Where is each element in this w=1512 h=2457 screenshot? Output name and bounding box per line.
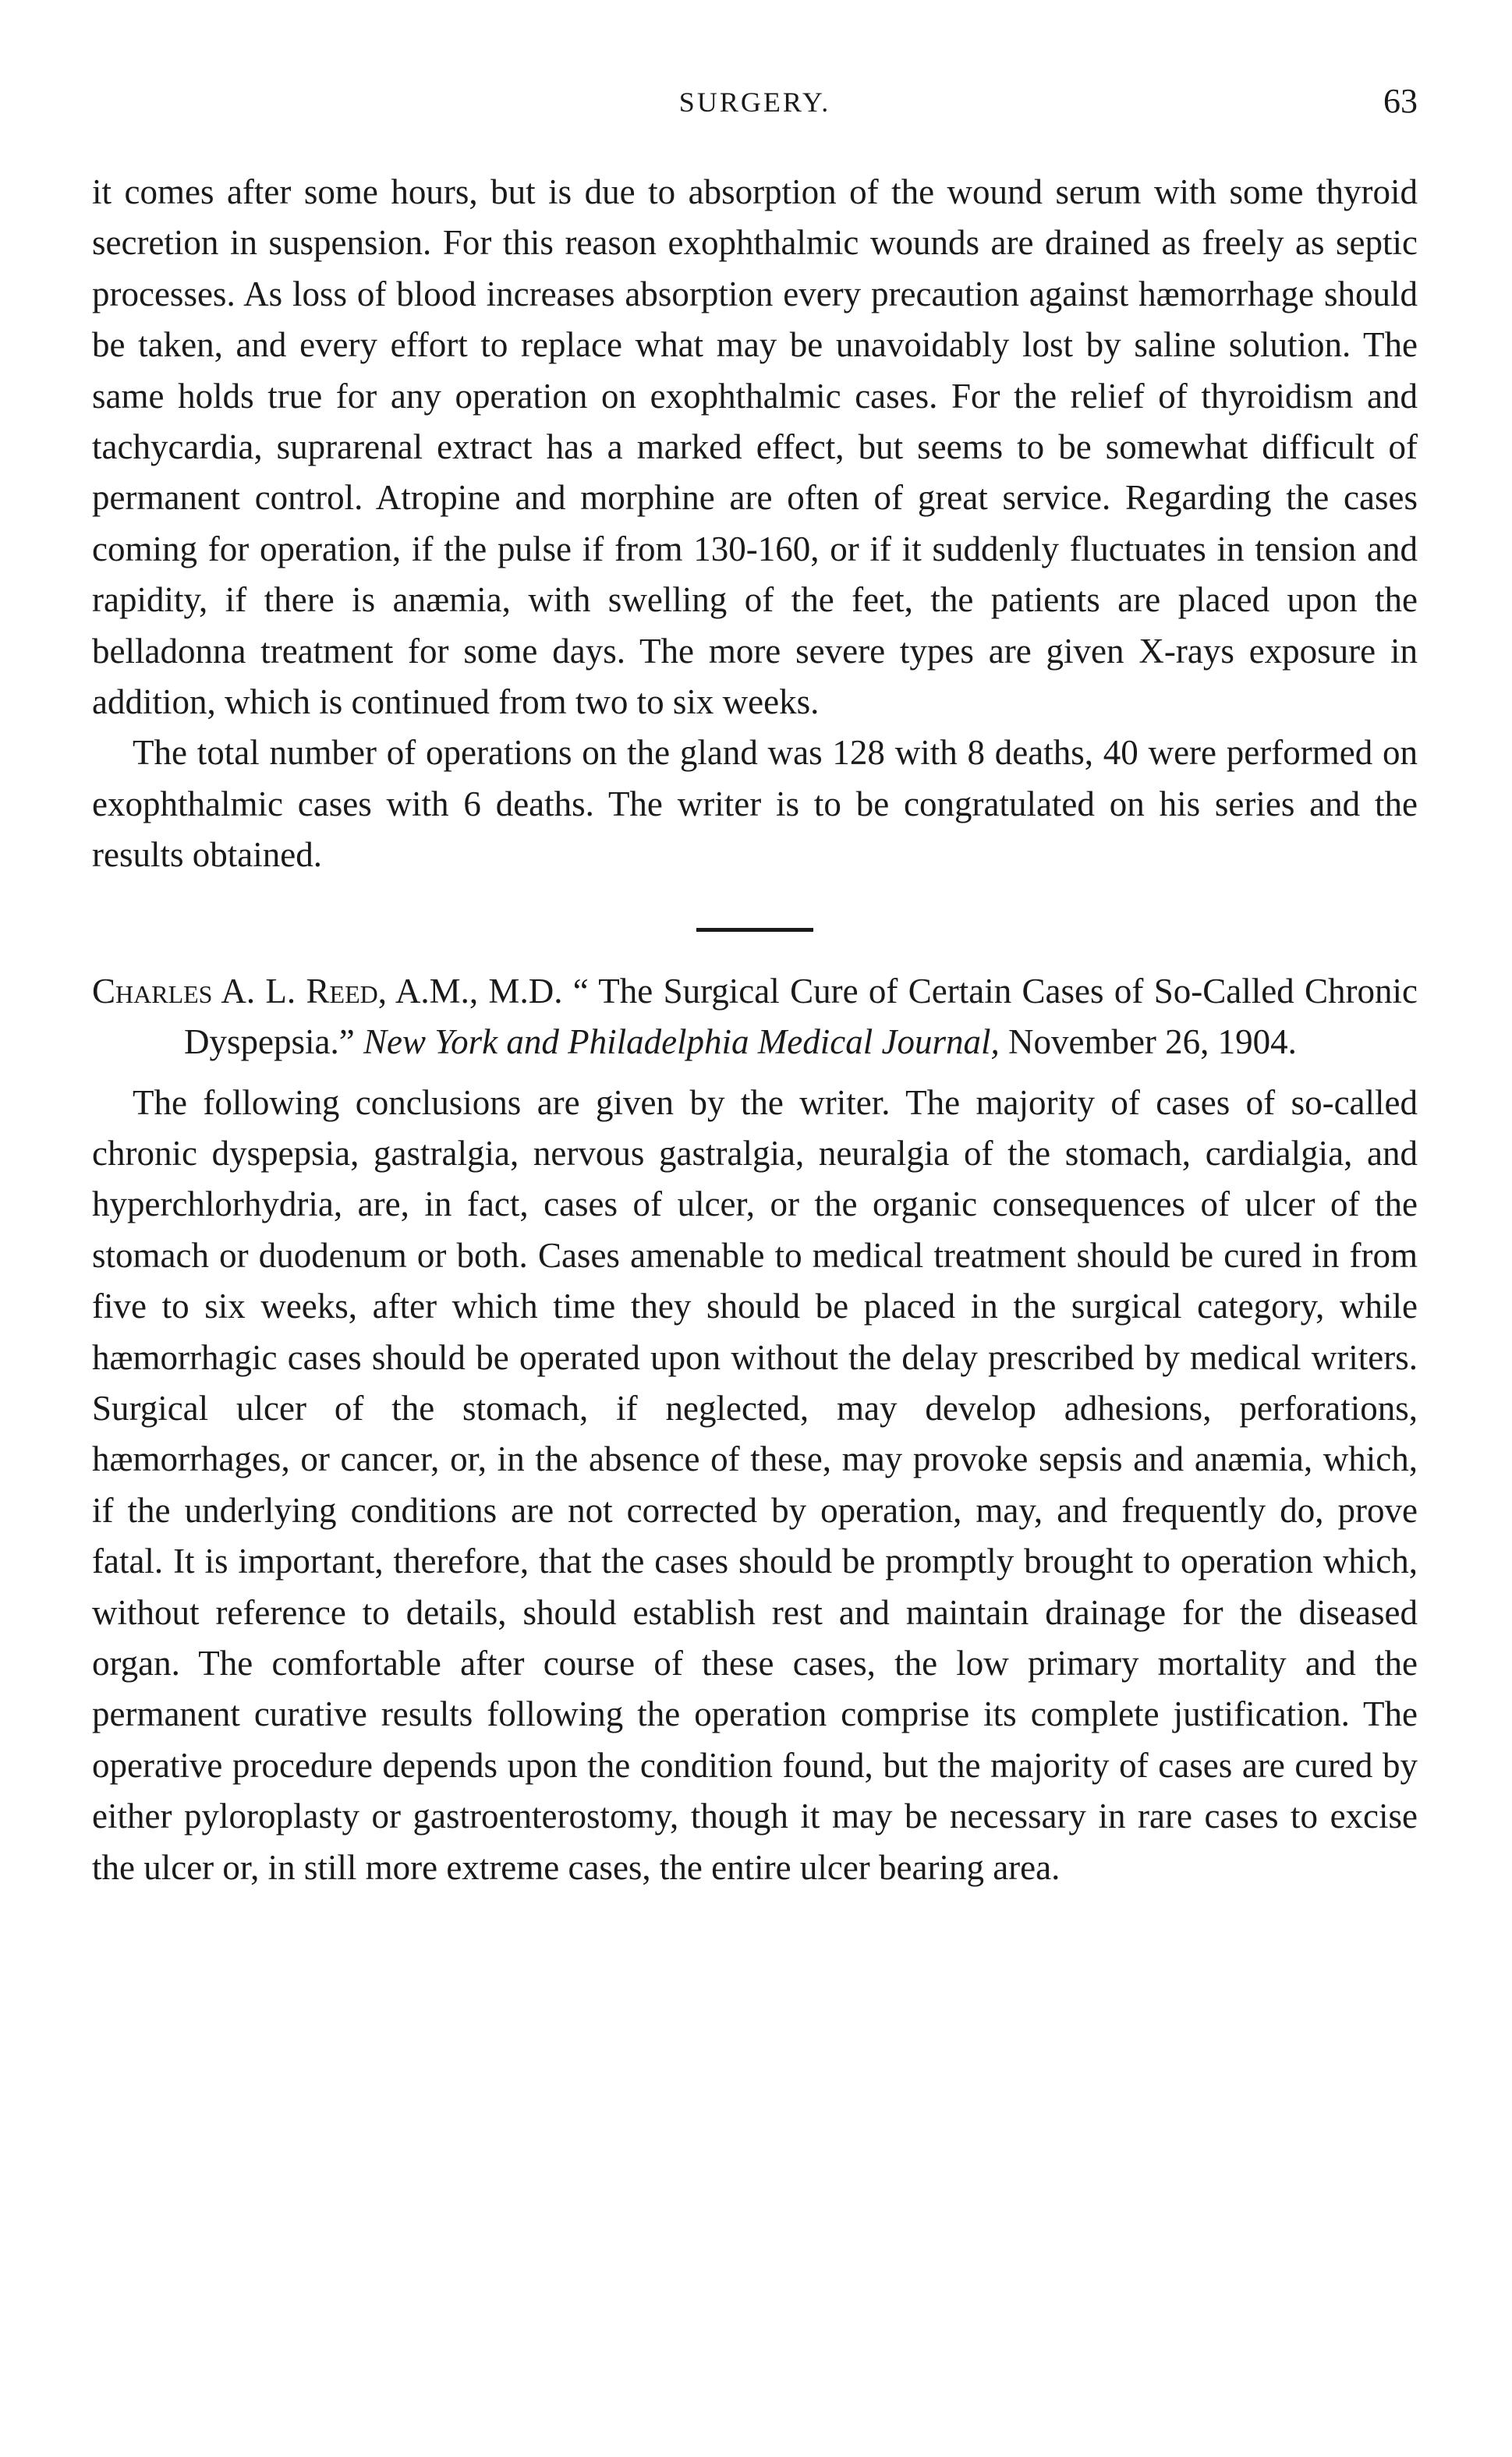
book-page xyxy=(92,78,1418,1893)
page-number: 63 xyxy=(1383,82,1418,120)
article-author: Charles A. L. Reed, A.M., M.D. xyxy=(92,971,563,1011)
article-citation xyxy=(92,966,1418,1068)
running-title: SURGERY. xyxy=(678,87,831,118)
continued-paragraph-1: it comes after some hours, but is due to absorption of the wound serum with some thyroid secretion in suspension. For this reason exophthalmic wounds are drained as freely as septic processes. As loss of blood increases absorption every precaution against hæmorrhage should be taken, and every effort to replace what may be unavoidably lost by saline solution. The same holds true for any operation on exophthalmic cases. For the relief of thyroidism and tachycardia, suprarenal extract has a marked effect, but seems to be somewhat difficult of permanent control. Atropine and morphine are often of great service. Regarding the cases coming for operation, if the pulse if from 130-160, or if it suddenly fluctuates in tension and rapidity, if there is anæmia, with swelling of the feet, the patients are placed upon the belladonna treatment for some days. The more severe types are given X-rays exposure in addition, which is continued from two to six weeks. xyxy=(92,172,1418,722)
continued-paragraph-2: The total number of operations on the gland was 128 with 8 deaths, 40 were performed on exophthalmic cases with 6 deaths. The writer is to be congratulated on his series and the results obtained. xyxy=(92,733,1418,875)
running-header xyxy=(92,78,1418,133)
article-title: “ The Surgical Cure of Certain Cases of So-Called Chronic Dyspepsia.” xyxy=(184,971,1418,1062)
journal-name: New York and Philadelphia Medical Journal, xyxy=(363,1022,1000,1062)
section-divider xyxy=(696,928,813,932)
publication-date: November 26, 1904. xyxy=(1007,1022,1297,1062)
article-body-paragraph: The following conclusions are given by the writer. The majority of cases of so-called chronic dyspepsia, gastralgia, nervous gastralgia, neuralgia of the stomach, cardialgia, and hyperchlorhydria, are, in fact, cases of ulcer, or the organic consequences of ulcer of the stomach or duodenum or both. Cases amenable to medical treatment should be cured in from five to six weeks, after which time they should be placed in the surgical category, while hæmorrhagic cases should be operated upon without the delay prescribed by medical writers. Surgical ulcer of the stomach, if neglected, may develop adhesions, perforations, hæmorrhages, or cancer, or, in the absence of these, may provoke sepsis and anæmia, which, if the underlying conditions are not corrected by operation, may, and frequently do, prove fatal. It is important, therefore, that the cases should be promptly brought to operation which, without reference to details, should establish rest and maintain drainage for the diseased organ. The comfortable after course of these cases, the low primary mortality and the permanent curative results following the operation comprise its complete justification. The operative procedure depends upon the condition found, but the majority of cases are cured by either pyloroplasty or gastroenterostomy, though it may be necessary in rare cases to excise the ulcer or, in still more extreme cases, the entire ulcer bearing area. xyxy=(92,1082,1418,1887)
